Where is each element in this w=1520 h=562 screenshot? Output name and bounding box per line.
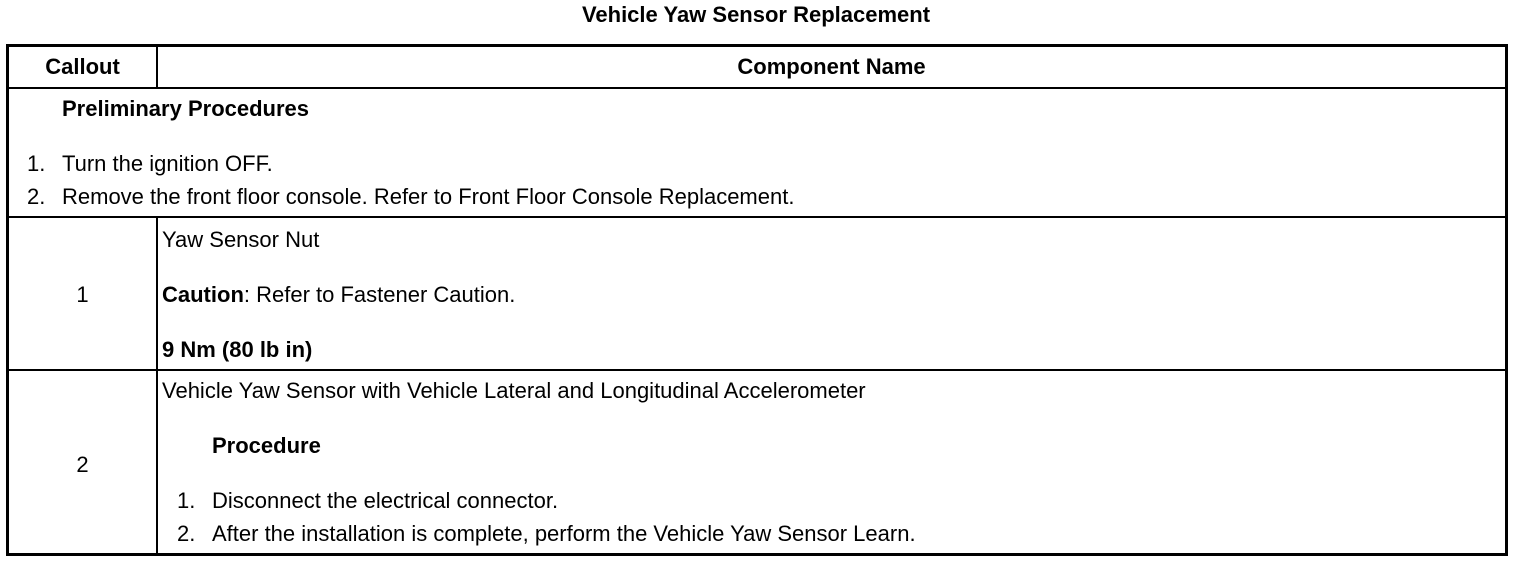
- component-name: Vehicle Yaw Sensor with Vehicle Lateral and Longitudinal Accelerometer: [162, 378, 866, 403]
- preliminary-step-number: 2.: [27, 184, 46, 209]
- header-component-name: Component Name: [737, 54, 926, 79]
- procedure-heading: Procedure: [212, 433, 321, 458]
- caution-text: : Refer to Fastener Caution.: [243, 282, 516, 307]
- callout-number: 1: [76, 282, 89, 307]
- procedure-step-number: 2.: [177, 521, 196, 546]
- preliminary-step-number: 1.: [27, 151, 46, 176]
- caution-note: [162, 282, 515, 308]
- page-title: Vehicle Yaw Sensor Replacement: [581, 2, 931, 27]
- procedure-step-number: 1.: [177, 488, 196, 513]
- header-divider: [9, 87, 1505, 89]
- component-name: Yaw Sensor Nut: [162, 227, 320, 252]
- procedure-step-text: Disconnect the electrical connector.: [212, 488, 559, 513]
- preliminary-step-text: Turn the ignition OFF.: [62, 151, 273, 176]
- callout-number: 2: [76, 452, 89, 477]
- caution-label: Caution: [162, 282, 244, 307]
- preliminary-divider: [9, 216, 1505, 218]
- preliminary-heading: Preliminary Procedures: [62, 96, 310, 121]
- header-callout: Callout: [45, 54, 120, 79]
- torque-spec: 9 Nm (80 lb in): [162, 337, 313, 362]
- body-column-divider: [156, 217, 158, 553]
- row-divider: [9, 369, 1505, 371]
- procedure-table: [6, 44, 1508, 556]
- preliminary-step-text: Remove the front floor console. Refer to Front Floor Console Replacement.: [62, 184, 795, 209]
- procedure-step-text: After the installation is complete, perform the Vehicle Yaw Sensor Learn.: [212, 521, 916, 546]
